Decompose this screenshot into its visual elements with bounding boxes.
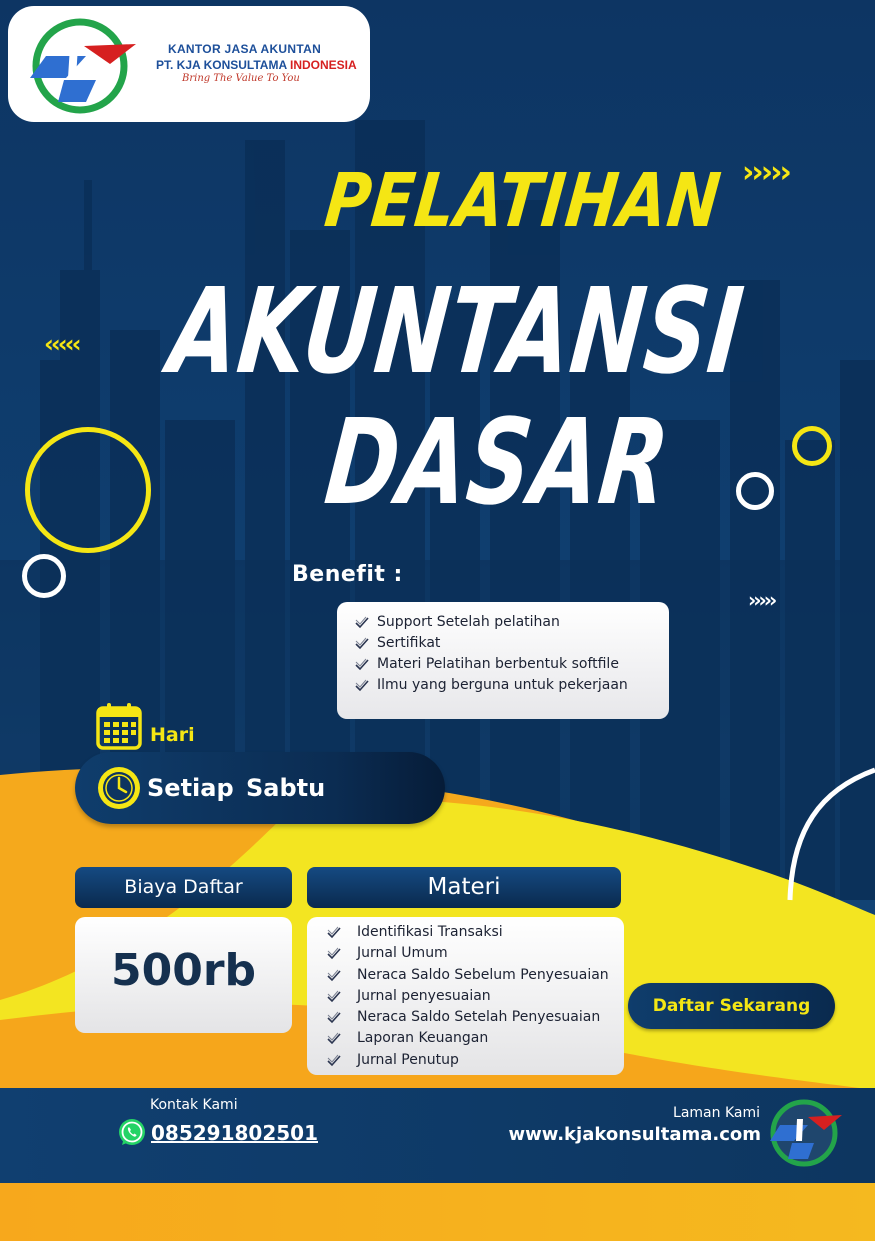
check-icon [355,637,370,651]
white-ring-small-left [22,554,66,598]
website-label: Laman Kami [673,1105,760,1121]
title-line3: DASAR [319,393,676,531]
materi-heading: Materi [307,867,621,908]
materi-item: Neraca Saldo Setelah Penyesuaian [327,1009,624,1030]
fee-box [75,917,292,1033]
website-link[interactable]: www.kjakonsultama.com [508,1124,761,1145]
materi-item: Jurnal Penutup [327,1052,624,1073]
schedule-pill [75,752,445,824]
materi-item: Identifikasi Transaksi [327,924,624,945]
check-icon [327,947,342,961]
materi-item: Jurnal Umum [327,945,624,966]
benefit-list [337,602,669,719]
materi-list [307,917,624,1075]
contact-label: Kontak Kami [150,1097,238,1113]
whatsapp-icon [117,1118,147,1148]
contact-phone-link[interactable]: 085291802501 [151,1121,318,1145]
check-icon [355,658,370,672]
chevrons-white-decor: ››››› [748,588,775,612]
kja-logo-icon [766,1097,842,1169]
benefit-heading: Benefit : [292,562,403,587]
benefit-item: Materi Pelatihan berbentuk softfile [355,656,669,677]
register-button[interactable]: Daftar Sekarang [628,983,835,1029]
title-line1: PELATIHAN [320,158,726,244]
chevrons-right-decor: ››››› [742,155,789,190]
benefit-item: Ilmu yang berguna untuk pekerjaan [355,677,669,698]
materi-item: Laporan Keuangan [327,1030,624,1051]
check-icon [327,1011,342,1025]
kja-logo-icon [24,16,142,116]
calendar-icon [96,702,142,750]
yellow-ring-small-right [792,426,832,466]
clock-icon [96,765,142,811]
logo-card [8,6,370,122]
logo-company-line2: PT. KJA KONSULTAMA INDONESIA [156,58,357,72]
fee-heading: Biaya Daftar [75,867,292,908]
logo-tagline: Bring The Value To You [182,73,300,84]
fee-amount: 500rb [110,945,257,996]
materi-item: Neraca Saldo Sebelum Penyesuaian [327,967,624,988]
check-icon [355,679,370,693]
check-icon [327,1054,342,1068]
check-icon [327,990,342,1004]
footer-bottom-strip [0,1183,875,1241]
check-icon [327,969,342,983]
benefit-item: Sertifikat [355,635,669,656]
chevrons-left-decor: ‹‹‹‹‹ [44,330,79,358]
check-icon [327,1032,342,1046]
logo-company-line1: KANTOR JASA AKUNTAN [168,42,322,56]
schedule-value: Setiap Sabtu [147,774,326,802]
title-line2: AKUNTANSI [163,262,750,400]
benefit-item: Support Setelah pelatihan [355,614,669,635]
materi-item: Jurnal penyesuaian [327,988,624,1009]
schedule-label: Hari [150,724,195,746]
yellow-ring-large [25,427,151,553]
check-icon [327,926,342,940]
check-icon [355,616,370,630]
white-ring-small-right [736,472,774,510]
